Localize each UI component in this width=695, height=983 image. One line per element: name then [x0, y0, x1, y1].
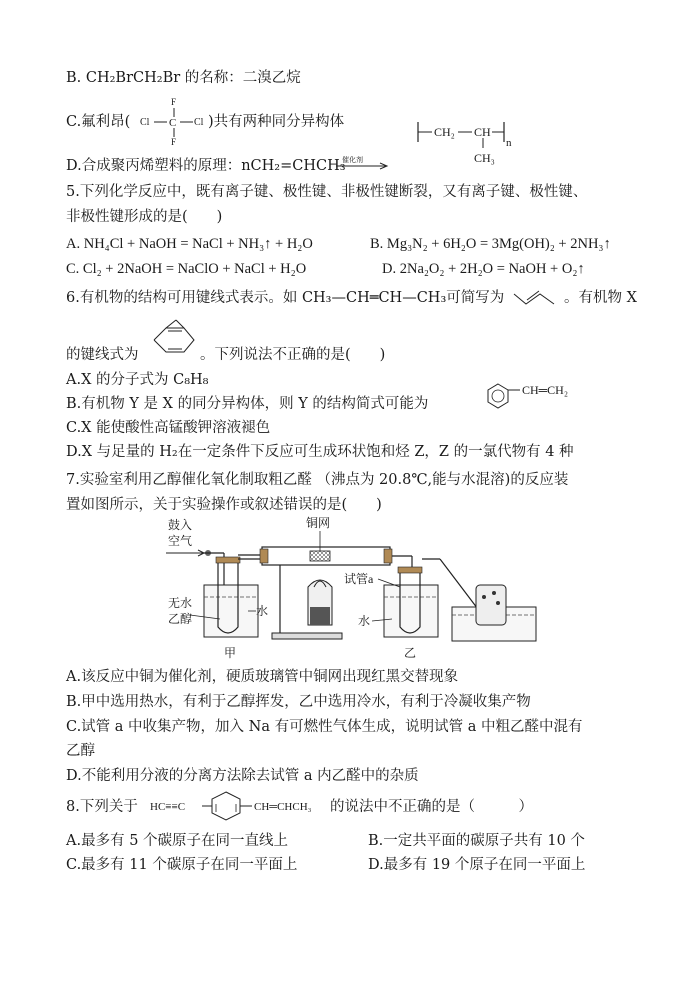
q6-stem-line1-suffix: 。有机物 X: [564, 290, 637, 306]
q5-option-d: D. 2Na₂O₂ + 2H₂O = NaOH + O₂↑: [382, 261, 585, 277]
q4-option-c-suffix: )共有两种同分异构体: [208, 114, 345, 130]
q4-option-b: B. CH₂BrCH₂Br 的名称：二溴乙烷: [66, 70, 301, 86]
freon-cl-right: Cl: [194, 117, 204, 128]
q7-option-d: D.不能利用分液的分离方法除去试管 a 内乙醛中的杂质: [66, 768, 419, 784]
catalyst-arrow: [334, 154, 392, 174]
label-water-right: 水: [358, 614, 371, 628]
catalyst-label: 催化剂: [342, 156, 363, 164]
q7-stem-line2: 置如图所示，关于实验操作或叙述错误的是( ): [66, 497, 382, 513]
q8-option-c: C.最多有 11 个碳原子在同一平面上: [66, 857, 298, 873]
freon-structure: [138, 95, 210, 147]
freon-f-top: F: [171, 97, 177, 107]
polypropylene-structure: [414, 118, 524, 170]
freon-f-bottom: F: [171, 137, 177, 147]
polymer-n: n: [506, 137, 512, 149]
q8-formula-left: HC≡≡C: [150, 801, 186, 813]
polymer-ch3: CH₃: [474, 151, 495, 165]
q8-option-d: D.最多有 19 个原子在同一平面上: [368, 857, 586, 873]
q4-option-d: D.合成聚丙烯塑料的原理：nCH₂=CHCH₃: [66, 158, 346, 174]
styrene-structure: [484, 378, 594, 414]
label-air-line1: 鼓入: [168, 518, 193, 532]
q8-stem-suffix: 的说法中不正确的是（ ）: [330, 799, 533, 815]
q5-stem-line2: 非极性键形成的是( ): [66, 209, 223, 225]
q8-compound-structure: [150, 790, 340, 822]
q5-option-c: C. Cl₂ + 2NaOH = NaClO + NaCl + H₂O: [66, 261, 307, 277]
styrene-label: CH═CH₂: [522, 383, 569, 397]
label-ethanol-line2: 乙醇: [168, 612, 193, 626]
polymer-ch: CH: [474, 125, 491, 139]
q8-stem-prefix: 8.下列关于: [66, 799, 138, 815]
q8-option-b: B.一定共平面的碳原子共有 10 个: [368, 833, 585, 849]
label-ethanol-line1: 无水: [168, 596, 193, 610]
q5-option-a: A. NH₄Cl + NaOH = NaCl + NH₃↑ + H₂O: [66, 236, 313, 252]
label-yi: 乙: [404, 646, 417, 660]
apparatus-figure: [160, 515, 540, 665]
q6-option-a: A.X 的分子式为 C₈H₈: [66, 372, 209, 388]
freon-cl-left: Cl: [140, 117, 150, 128]
q8-option-a: A.最多有 5 个碳原子在同一直线上: [66, 833, 289, 849]
label-jia: 甲: [224, 646, 237, 660]
label-tube-a: 试管a: [344, 572, 374, 586]
label-water-left: 水: [256, 604, 269, 618]
label-copper-mesh: 铜网: [306, 516, 331, 530]
q5-stem-line1: 5.下列化学反应中，既有离子键、极性键、非极性键断裂，又有离子键、极性键、: [66, 184, 588, 200]
q7-option-b: B.甲中选用热水，有利于乙醇挥发，乙中选用冷水，有利于冷凝收集产物: [66, 694, 531, 710]
q6-option-c: C.X 能使酸性高锰酸钾溶液褪色: [66, 420, 271, 436]
q6-stem-line2-prefix: 的键线式为: [66, 347, 139, 363]
q6-stem-line1-prefix: 6.有机物的结构可用键线式表示。如 CH₃—CH═CH—CH₃可简写为: [66, 290, 505, 306]
q6-stem-line2-suffix: 。下列说法不正确的是( ): [200, 347, 386, 363]
label-air-line2: 空气: [168, 534, 193, 548]
q6-option-d: D.X 与足量的 H₂在一定条件下反应可生成环状饱和烃 Z，Z 的一氯代物有 4 种: [66, 444, 574, 460]
q7-stem-line1: 7.实验室利用乙醇催化氧化制取粗乙醛 （沸点为 20.8℃,能与水混溶)的反应装: [66, 472, 569, 488]
q6-option-b: B.有机物 Y 是 X 的同分异构体，则 Y 的结构简式可能为: [66, 396, 429, 412]
polymer-ch2: CH₂: [434, 125, 455, 139]
q7-option-c-line1: C.试管 a 中收集产物，加入 Na 有可燃性气体生成，说明试管 a 中粗乙醛中混有: [66, 719, 583, 735]
compound-x-skeletal: [146, 318, 200, 362]
q5-option-b: B. Mg₃N₂ + 6H₂O = 3Mg(OH)₂ + 2NH₃↑: [370, 236, 611, 252]
q7-option-c-line2: 乙醇: [66, 743, 95, 759]
freon-c: C: [169, 117, 177, 129]
q7-option-a: A.该反应中铜为催化剂，硬质玻璃管中铜网出现红黑交替现象: [66, 669, 459, 685]
but-2-ene-skeletal: [512, 288, 560, 308]
q4-option-c-prefix: C.氟利昂(: [66, 114, 131, 130]
q8-formula-right: CH═CHCH₃: [254, 801, 312, 813]
